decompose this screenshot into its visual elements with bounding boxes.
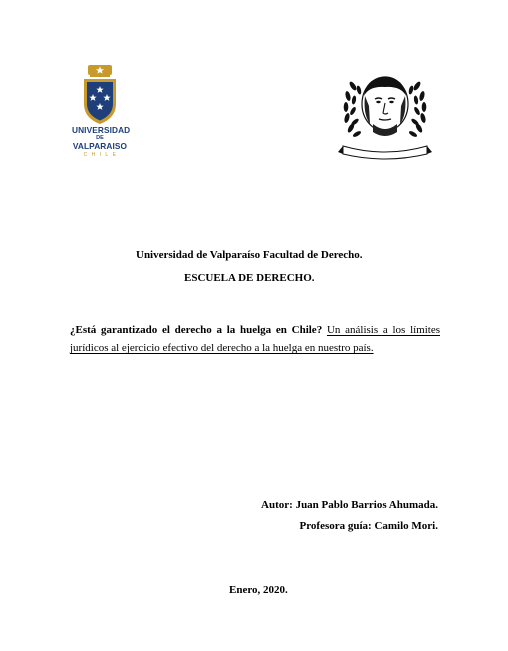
thesis-question: ¿Está garantizado el derecho a la huelga en Chile? — [70, 324, 323, 336]
faculty-emblem — [335, 66, 435, 166]
advisor-line: Profesora guía: Camilo Mori. — [299, 520, 438, 532]
university-name-line3: VALPARAISO — [72, 141, 128, 151]
university-name-line2: DE — [96, 135, 104, 141]
author-line: Autor: Juan Pablo Barrios Ahumada. — [261, 499, 438, 511]
university-country: CHILE — [83, 152, 121, 158]
thesis-title — [70, 321, 440, 357]
university-logo — [72, 64, 131, 158]
university-shield-icon — [81, 64, 119, 126]
date-line: Enero, 2020. — [229, 584, 288, 596]
faculty-heading: Universidad de Valparaíso Facultad de Derecho. — [136, 249, 363, 261]
laurel-portrait-emblem-icon — [335, 66, 435, 166]
university-name-line1: UNIVERSIDAD — [72, 125, 131, 135]
thesis-subtitle: Un análisis a los límites jurídicos al ejercicio efectivo del derecho a la huelga en nuestro país. — [70, 324, 441, 354]
school-heading: ESCUELA DE DERECHO. — [184, 272, 315, 284]
